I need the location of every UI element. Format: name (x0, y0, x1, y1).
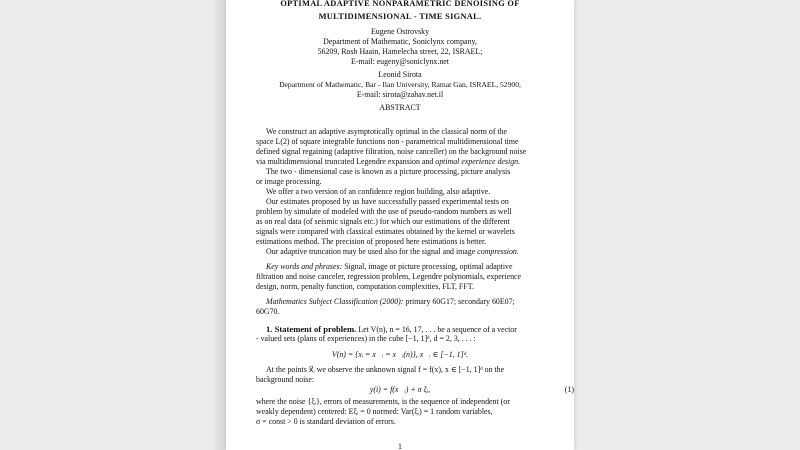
section1-line: - valued sets (plans of experiences) in the cube [−1, 1]ᵈ, d = 2, 3, . . . : (256, 334, 476, 343)
author2-affiliation: Department of Mathematic, Bar - Ilan University, Ramat Gan, ISRAEL, 52900, (279, 80, 521, 89)
author2-email: E-mail: sirota@zahav.net.il (356, 90, 444, 99)
abstract-p1-line: defined signal regaining (adaptive filtration, noise canceller) on the background noise (256, 147, 527, 156)
abstract-p4-line: estimations method. The precision of proposed here estimations is better. (256, 237, 487, 246)
abstract-p5-emphasis: compression. (477, 247, 519, 256)
section1-line: where the noise {ξᵢ}, errors of measurements, is the sequence of independent (or (256, 397, 510, 406)
abstract-p1-emphasis: optimal experience design. (435, 157, 521, 166)
keywords-label: Key words and phrases: (266, 262, 343, 271)
abstract-p2-line: The two - dimensional case is known as a picture processing, picture analysis (266, 167, 511, 176)
abstract-heading: ABSTRACT (379, 103, 421, 112)
author1-address: 56209, Rosh Haain, Hamelecha street, 22, ISRAEL; (317, 47, 483, 56)
author1-name: Eugene Ostrovsky (370, 27, 430, 36)
keywords-line: design, norm, penalty function, computation complexities, FLT, FFT. (256, 282, 474, 291)
section1-line: background noise: (256, 375, 315, 384)
section1-line: σ = const > 0 is standard deviation of errors. (256, 417, 396, 426)
abstract-p1-line: We construct an adaptive asymptotically optimal in the classical norm of the (266, 127, 508, 136)
section1-heading: 1. Statement of problem. (266, 324, 357, 334)
msc-line: Mathematics Subject Classification (2000): primary 60G17; secondary 60E07; (266, 297, 515, 306)
abstract-p4-line: signals were compared with classical estimates obtained by the kernel or wavelets (256, 227, 515, 236)
equation-plan-set: V(n) = {xᵢ = x⃗ᵢ = x⃗ᵢ(n)}, x⃗ᵢ ∈ [−1, 1]ᵈ. (331, 350, 469, 359)
section1-line: At the points x⃗ᵢ we observe the unknown signal f = f(x), x ∈ [−1, 1]ᵈ on the (266, 365, 505, 374)
msc-label: Mathematics Subject Classification (2000): (266, 297, 404, 306)
keywords-line: Key words and phrases: Signal, image or picture processing, optimal adaptive (266, 262, 513, 271)
page-number: 1 (398, 442, 402, 450)
abstract-p1-line: space L(2) of square integrable functions non - parametrical multidimensional time (256, 137, 519, 146)
abstract-p2-line: or image processing. (256, 177, 322, 186)
author1-affiliation: Department of Mathematic, Soniclynx company, (323, 37, 477, 46)
abstract-p4-line: as on real data (of seismic signals etc.) for which our estimations of the different (256, 217, 510, 226)
section1-line: 1. Statement of problem. Let V(n), n = 16, 17, . . . be a sequence of a vector (266, 324, 517, 334)
equation-observation: y(i) = f(x⃗ᵢ) + σ ξᵢ, (1) (369, 385, 574, 394)
abstract-p3: We offer a two version of an confidence region building, also adaptive. (266, 187, 491, 196)
section1-line: weakly dependent) centered: Eξᵢ = 0 normed: Var(ξᵢ) = 1 random variables, (256, 407, 493, 416)
author1-email: E-mail: eugeny@soniclynx.net (351, 57, 449, 66)
equation-number: (1) (564, 385, 574, 394)
abstract-p1-line: via multidimensional truncated Legendre expansion and optimal experience design. (256, 157, 521, 166)
title-line-1: OPTIMAL ADAPTIVE NONPARAMETRIC DENOISING OF (280, 0, 520, 8)
author2-name: Leonid Sirota (378, 70, 422, 79)
msc-line: 60G70. (256, 307, 280, 316)
keywords-line: filtration and noise canceler, regression problem, Legendre polynomials, experience (256, 272, 522, 281)
paper-page (226, 0, 574, 450)
abstract-p5: Our adaptive truncation may be used also for the signal and image compression. (266, 247, 519, 256)
abstract-p4-line: problem by simulate of modeled with the use of pseudo-random numbers as well (256, 207, 512, 216)
abstract-p4-line: Our estimates proposed by us have successfully passed experimental tests on (266, 197, 509, 206)
page-shadow (212, 0, 226, 450)
title-line-2: MULTIDIMENSIONAL - TIME SIGNAL. (318, 12, 482, 21)
